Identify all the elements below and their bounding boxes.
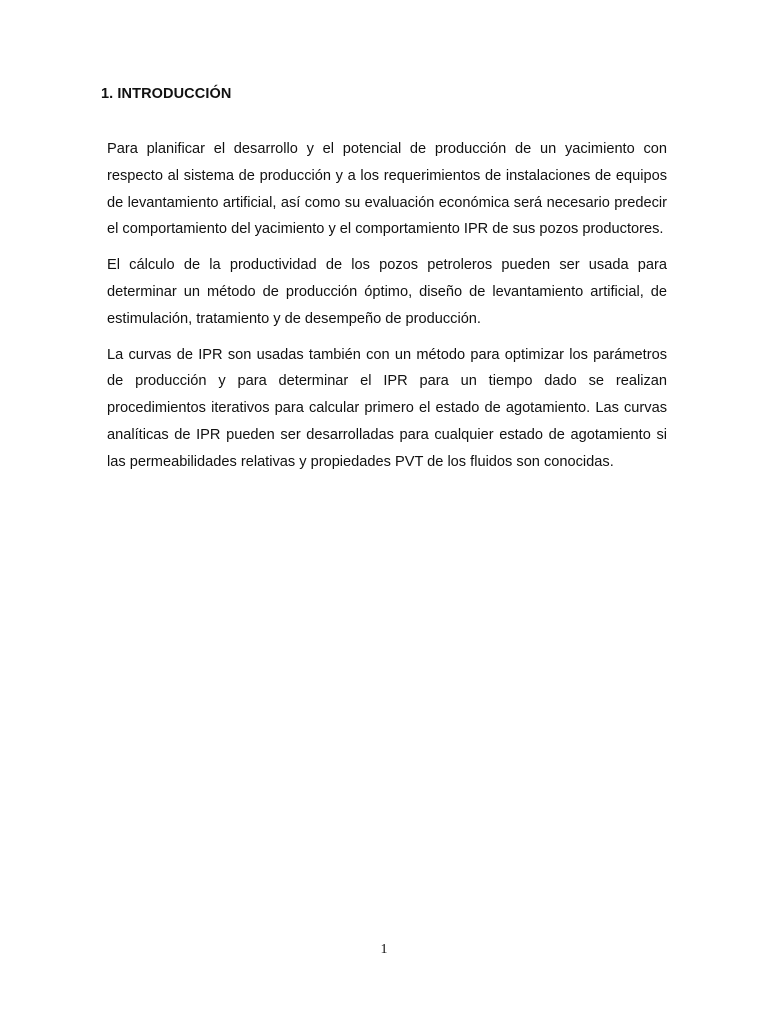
paragraph-3: La curvas de IPR son usadas también con un método para optimizar los parámetros de producción y para determinar el IPR para un tiempo dado se realizan procedimientos iterativos para calcular primero el estado de agotamiento. Las curvas analíticas de IPR pueden ser desarrolladas para cualquier estado de agotamiento si las permeabilidades relativas y propiedades PVT de los fluidos son conocidas.: [107, 346, 667, 470]
paragraph-2: El cálculo de la productividad de los pozos petroleros pueden ser usada para determinar un método de producción óptimo, diseño de levantamiento artificial, de estimulación, tratamiento y de desempeño de producción.: [107, 257, 667, 327]
section-body: [107, 136, 667, 485]
section-heading: 1. INTRODUCCIÓN: [101, 86, 232, 102]
page-number: 1: [380, 942, 388, 957]
paragraph-1: Para planificar el desarrollo y el potencial de producción de un yacimiento con respecto al sistema de producción y a los requerimientos de instalaciones de equipos de levantamiento artificial, así como su evaluación económica será necesario predecir el comportamiento del yacimiento y el comportamiento IPR de sus pozos productores.: [107, 141, 667, 238]
